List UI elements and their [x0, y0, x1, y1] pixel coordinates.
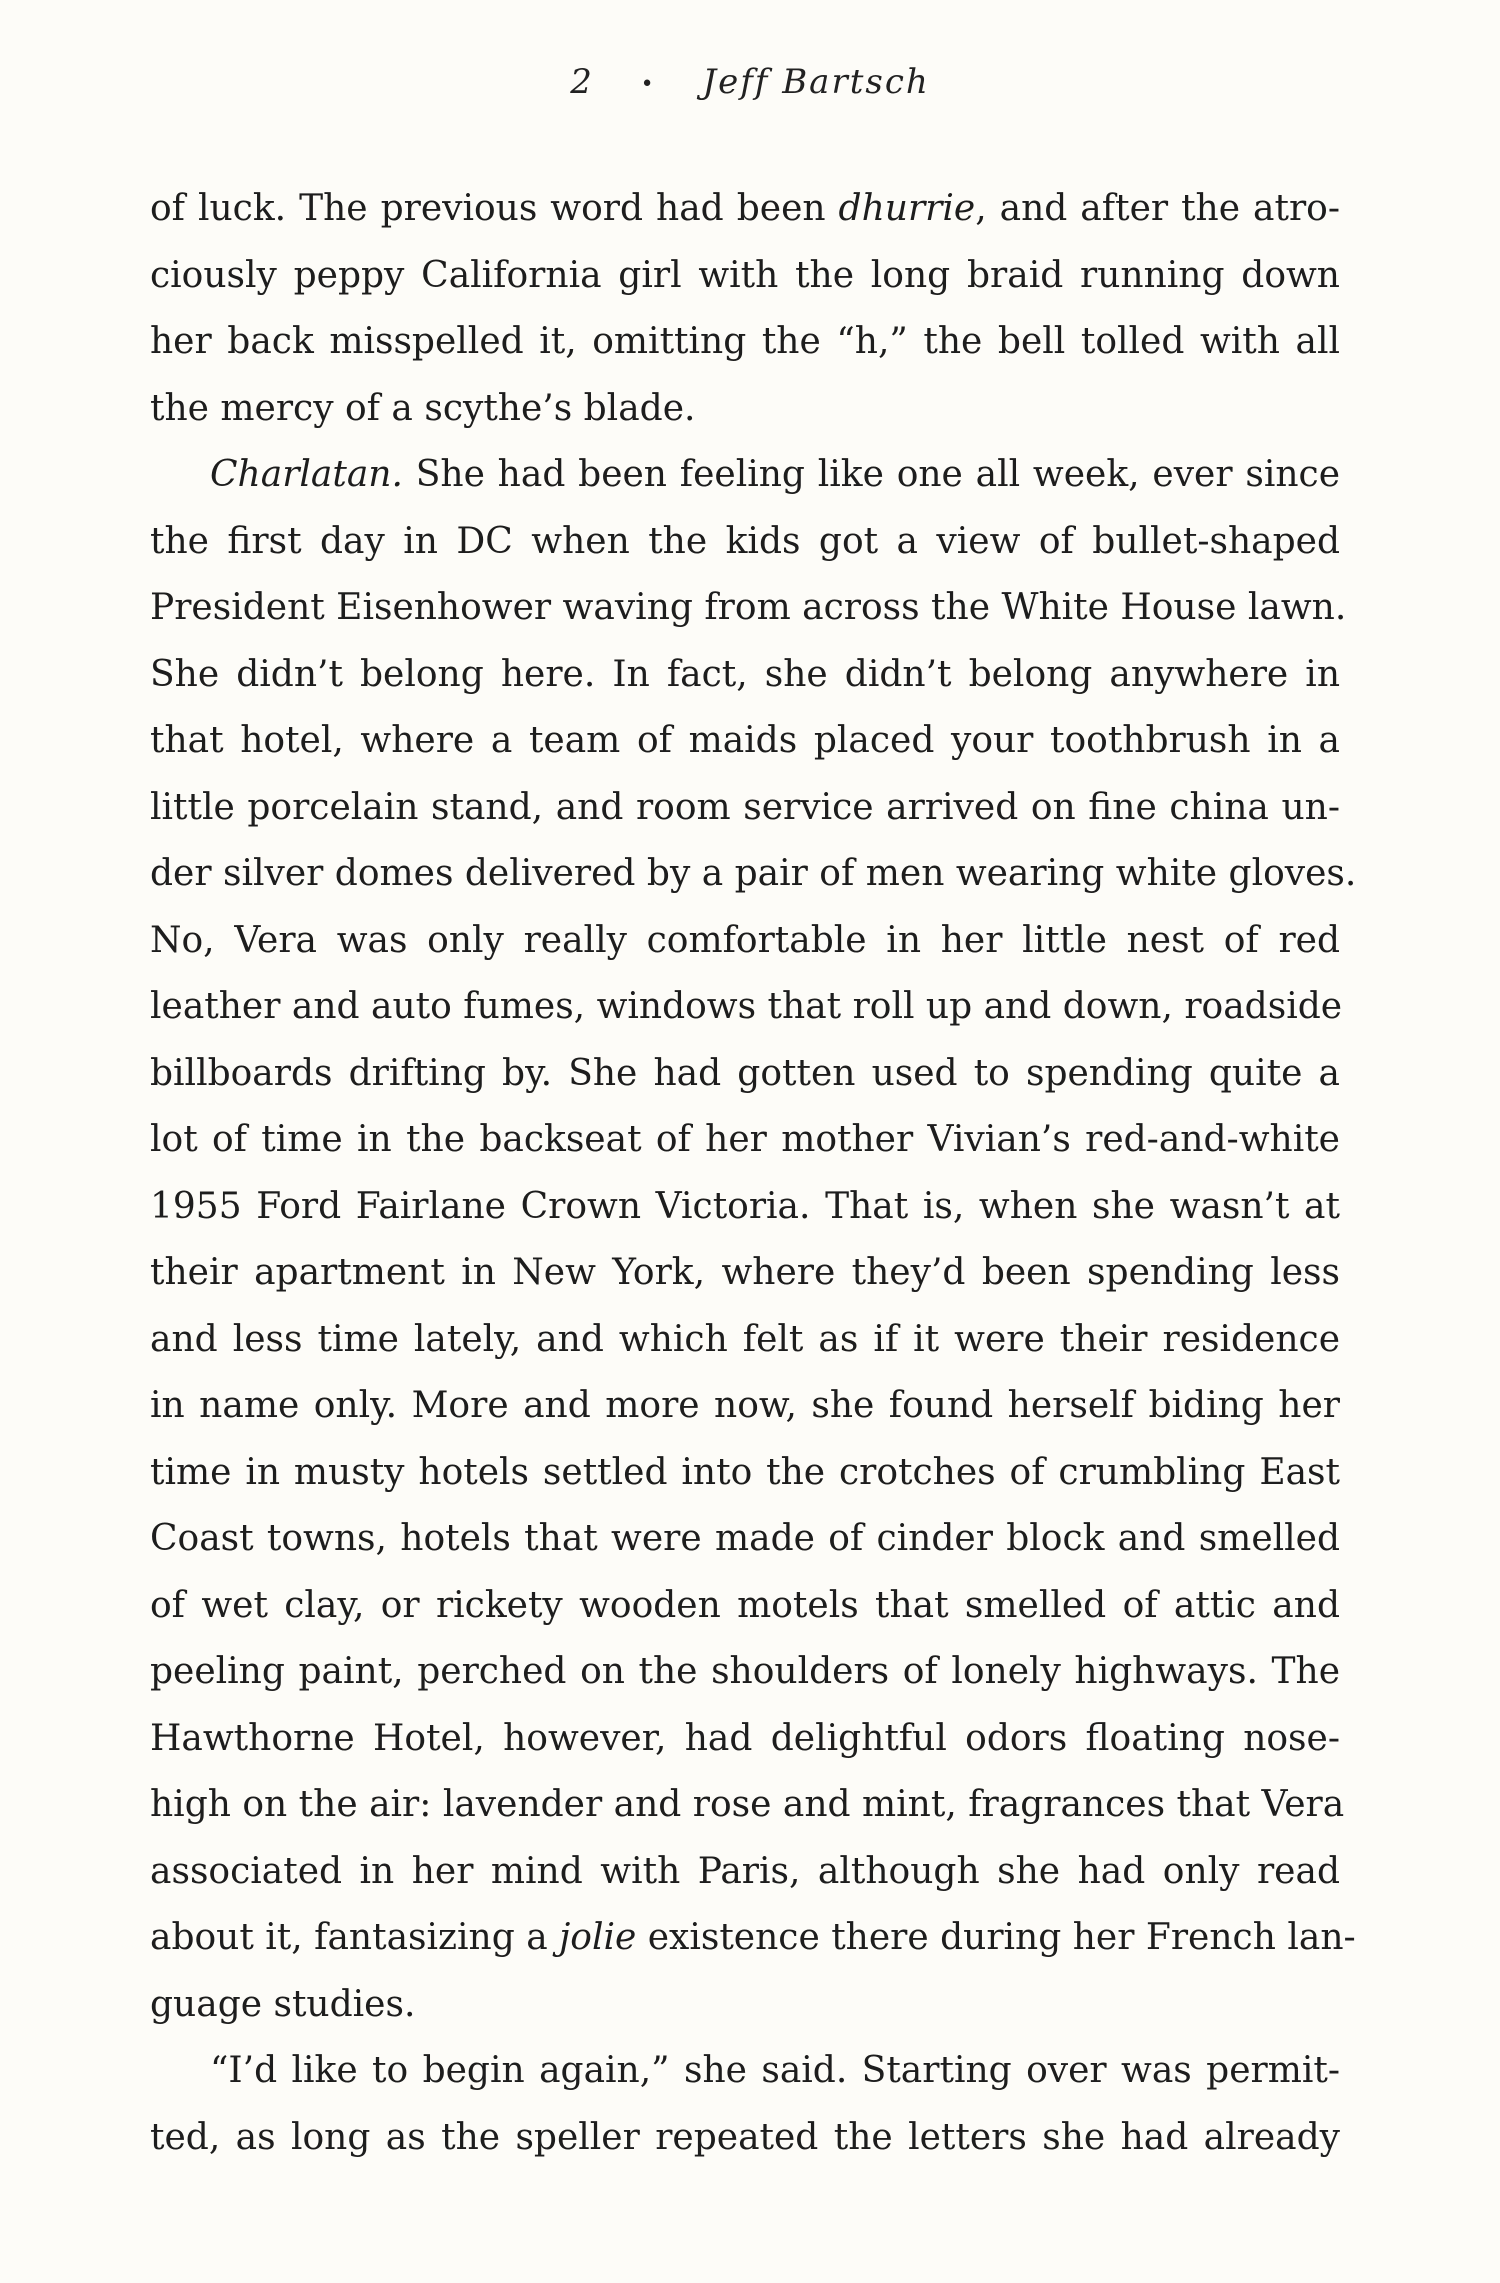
text-line: and less time lately, and which felt as if it were their residence	[150, 1318, 1340, 1360]
text-line: ciously peppy California girl with the long braid running down	[150, 254, 1340, 296]
text-line: their apartment in New York, where they’d been spending less	[150, 1252, 1340, 1293]
text-line: She didn’t belong here. In fact, she didn’t belong anywhere in	[150, 653, 1340, 695]
text-line: that hotel, where a team of maids placed your toothbrush in a	[150, 720, 1340, 761]
text-line: leather and auto fumes, windows that roll up and down, roadside	[150, 986, 1343, 1027]
text-line: high on the air: lavender and rose and mint, fragrances that Vera	[150, 1784, 1345, 1825]
text-line: time in musty hotels settled into the crotches of crumbling East	[150, 1451, 1340, 1493]
text-line: Hawthorne Hotel, however, had delightful odors floating nose-	[150, 1717, 1340, 1759]
text-line: her back misspelled it, omitting the “h,” the bell tolled with all	[150, 321, 1340, 362]
running-header	[0, 62, 1500, 102]
text-line: 1955 Ford Fairlane Crown Victoria. That is, when she wasn’t at	[150, 1185, 1340, 1227]
text-line: der silver domes delivered by a pair of men wearing white gloves.	[150, 853, 1357, 894]
text-line: of luck. The previous word had been dhurrie, and after the atro-	[150, 188, 1340, 229]
text-line: No, Vera was only really comfortable in her little nest of red	[150, 919, 1340, 961]
paragraph	[150, 2038, 1340, 2171]
italic-text: Charlatan.	[210, 454, 403, 495]
text-line: associated in her mind with Paris, although she had only read	[150, 1850, 1340, 1892]
text-line: ted, as long as the speller repeated the letters she had already	[150, 2116, 1340, 2158]
italic-text: jolie	[559, 1917, 637, 1958]
italic-text: dhurrie	[838, 188, 976, 229]
text-line: in name only. More and more now, she found herself biding her	[150, 1385, 1340, 1426]
text-line: guage studies.	[150, 1983, 416, 2025]
text-line: the mercy of a scythe’s blade.	[150, 387, 696, 429]
text-line: President Eisenhower waving from across the White House lawn.	[150, 587, 1347, 628]
text-line: Charlatan. She had been feeling like one all week, ever since	[210, 454, 1340, 495]
text-line: peeling paint, perched on the shoulders of lonely highways. The	[150, 1651, 1340, 1692]
text-line: of wet clay, or rickety wooden motels that smelled of attic and	[150, 1584, 1340, 1626]
text-line: about it, fantasizing a jolie existence there during her French lan-	[150, 1917, 1356, 1958]
text-line: little porcelain stand, and room service arrived on fine china un-	[150, 786, 1340, 828]
header-separator: •	[640, 71, 656, 97]
page-number: 2	[570, 62, 594, 102]
text-line: “I’d like to begin again,” she said. Starting over was permit-	[210, 2050, 1340, 2091]
paragraph	[150, 442, 1357, 2038]
text-line: the first day in DC when the kids got a view of bullet-shaped	[150, 520, 1340, 562]
text-line: Coast towns, hotels that were made of cinder block and smelled	[150, 1518, 1340, 1559]
text-line: billboards drifting by. She had gotten used to spending quite a	[150, 1052, 1340, 1094]
text-line: lot of time in the backseat of her mother Vivian’s red-and-white	[150, 1119, 1340, 1160]
author-name: Jeff Bartsch	[702, 62, 930, 102]
body-text	[150, 176, 1357, 2171]
paragraph	[150, 176, 1340, 442]
